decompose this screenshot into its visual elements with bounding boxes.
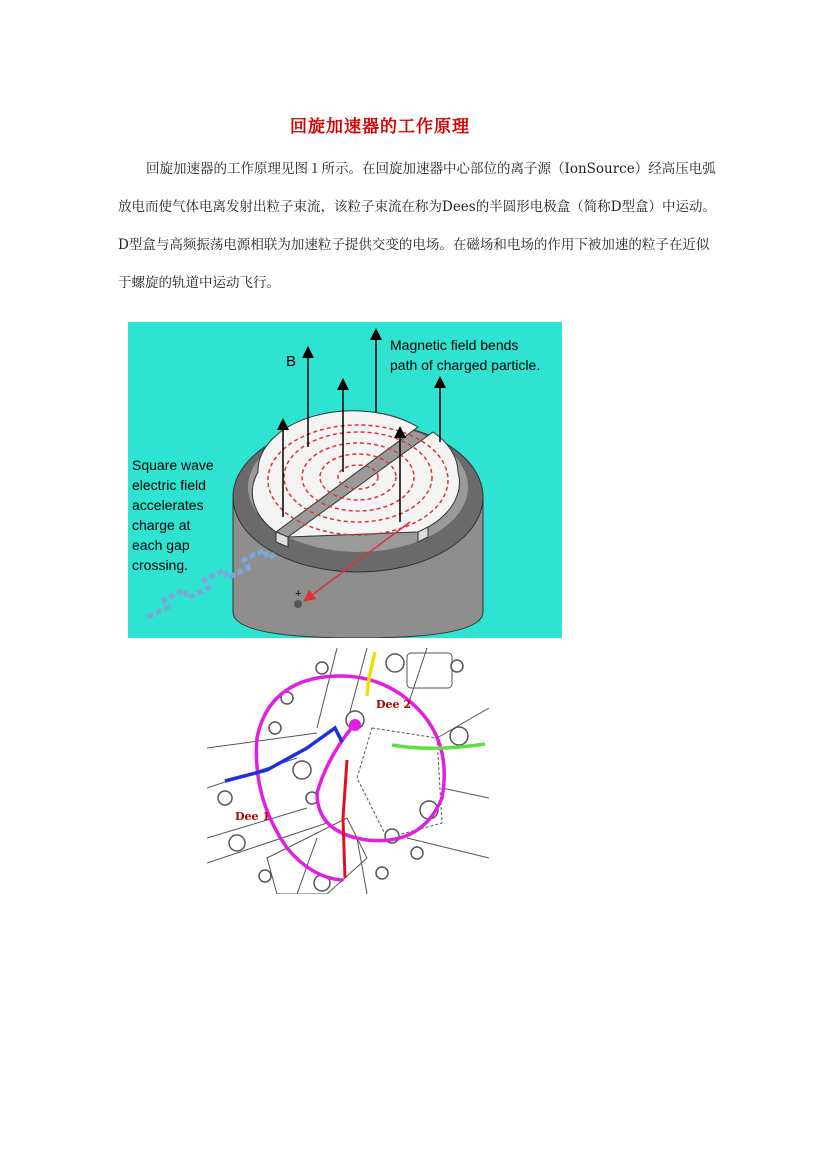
dee-sketch-diagram (207, 648, 489, 894)
ion-source-dot (349, 719, 361, 731)
dee1-label: Dee 1 (235, 810, 271, 823)
magnetic-label-1: Magnetic field bends (390, 337, 519, 353)
b-label: B (286, 353, 297, 370)
cyclotron-diagram (128, 322, 562, 638)
dee2-label: Dee 2 (376, 698, 412, 711)
document-title: 回旋加速器的工作原理 (290, 117, 470, 137)
svg-text:charge at: charge at (132, 517, 191, 533)
plus-sign: + (295, 588, 302, 600)
svg-text:electric field: electric field (132, 477, 206, 493)
svg-text:each gap: each gap (132, 537, 190, 553)
magnetic-label-2: path of charged particle. (390, 357, 541, 373)
svg-text:Square wave: Square wave (132, 457, 214, 473)
svg-text:accelerates: accelerates (132, 497, 204, 513)
body-paragraph: 回旋加速器的工作原理见图１所示。在回旋加速器中心部位的离子源（IonSource）经高压电弧放电而使气体电离发射出粒子束流，该粒子束流在称为Dees的半圆形电极盒（简称D型盒）中运动。D型盒与高频振荡电源相联为加速粒子提供交变的电场。在磁场和电场的作用下被加速的粒子在近似于螺旋的轨道中运动飞行。 (118, 161, 717, 291)
ion-source (294, 600, 302, 608)
svg-text:crossing.: crossing. (132, 557, 189, 573)
